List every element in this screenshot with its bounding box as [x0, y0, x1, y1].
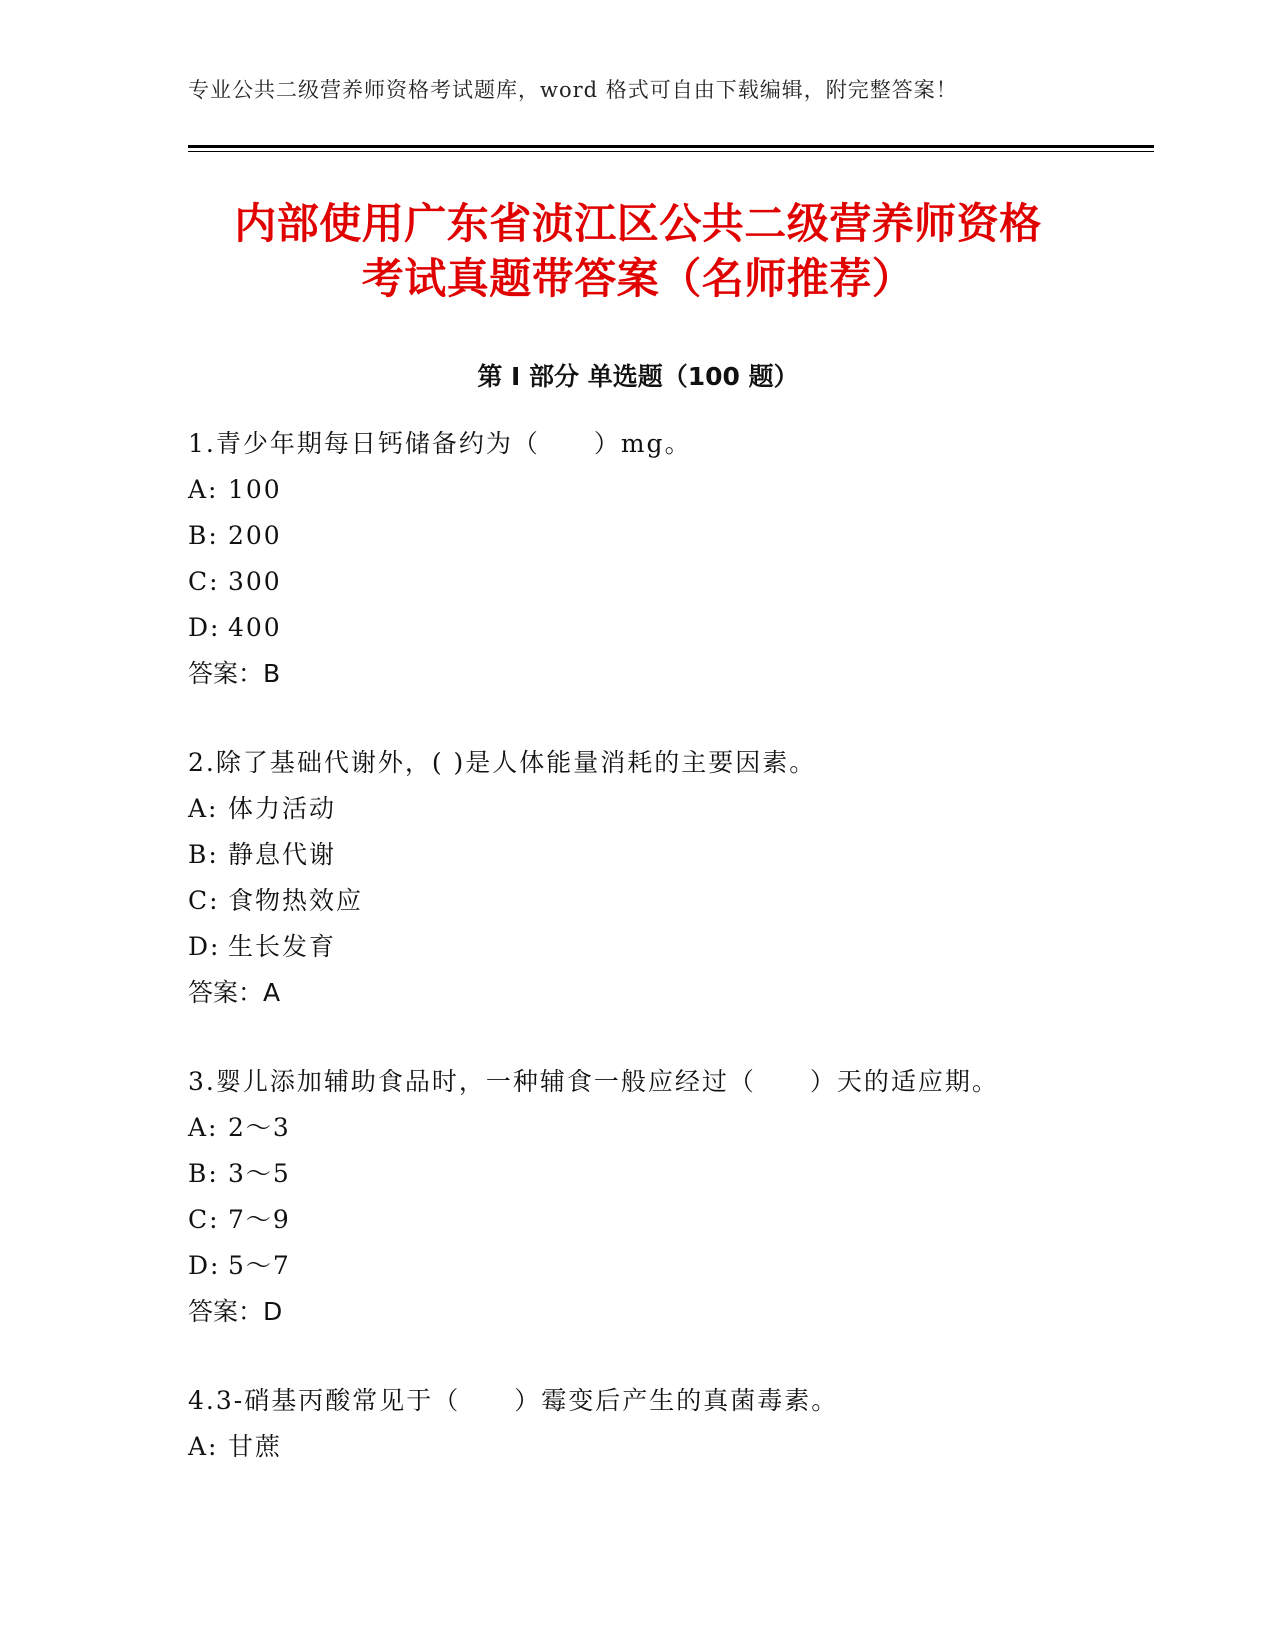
question-1	[188, 421, 1138, 697]
option-label: A:	[188, 1113, 219, 1142]
answer: 答案：A	[188, 978, 281, 1007]
option-label: A:	[188, 1432, 219, 1461]
option-label: C:	[188, 886, 220, 915]
option-label: D:	[188, 1251, 221, 1280]
document-title	[188, 196, 1088, 306]
option-label: B:	[188, 840, 219, 869]
answer: 答案：B	[188, 659, 281, 688]
option-label: D:	[188, 613, 221, 642]
option-text: 静息代谢	[228, 840, 337, 869]
question-stem: 3.婴儿添加辅助食品时，一种辅食一般应经过（ ）天的适应期。	[188, 1067, 999, 1096]
option-text: 200	[228, 521, 282, 550]
option-text: 7～9	[228, 1205, 291, 1234]
answer: 答案：D	[188, 1297, 283, 1326]
option-b	[188, 1151, 1138, 1197]
option-label: A:	[188, 794, 219, 823]
header-note: 专业公共二级营养师资格考试题库，word 格式可自由下载编辑，附完整答案！	[188, 78, 958, 102]
option-label: C:	[188, 1205, 220, 1234]
header-rule-thick	[188, 145, 1154, 148]
option-label: B:	[188, 521, 219, 550]
option-text: 生长发育	[228, 932, 337, 961]
option-text: 甘蔗	[228, 1432, 283, 1461]
document-title-line-2: 考试真题带答案（名师推荐）	[361, 254, 915, 303]
option-text: 体力活动	[228, 794, 337, 823]
option-label: D:	[188, 932, 221, 961]
option-a	[188, 467, 1138, 513]
option-text: 食物热效应	[228, 886, 364, 915]
option-label: C:	[188, 567, 220, 596]
option-a	[188, 1105, 1138, 1151]
option-label: B:	[188, 1159, 219, 1188]
option-a	[188, 786, 1138, 832]
option-c	[188, 878, 1138, 924]
question-stem: 1.青少年期每日钙储备约为（ ）mg。	[188, 429, 692, 458]
option-d	[188, 605, 1138, 651]
option-text: 400	[228, 613, 282, 642]
header-rule-thin	[188, 151, 1154, 152]
option-b	[188, 832, 1138, 878]
option-text: 5～7	[228, 1251, 291, 1280]
option-text: 3～5	[228, 1159, 291, 1188]
section-heading: 第 I 部分 单选题（100 题）	[477, 362, 799, 391]
option-c	[188, 1197, 1138, 1243]
document-title-line-1: 内部使用广东省浈江区公共二级营养师资格	[234, 199, 1042, 248]
option-text: 2～3	[228, 1113, 291, 1142]
option-a	[188, 1424, 1138, 1470]
question-2	[188, 740, 1138, 1016]
option-d	[188, 1243, 1138, 1289]
option-b	[188, 513, 1138, 559]
question-stem: 4.3-硝基丙酸常见于（ ）霉变后产生的真菌毒素。	[188, 1386, 839, 1415]
option-text: 100	[228, 475, 282, 504]
question-4	[188, 1378, 1138, 1470]
question-stem: 2.除了基础代谢外，( )是人体能量消耗的主要因素。	[188, 748, 817, 777]
option-c	[188, 559, 1138, 605]
option-text: 300	[228, 567, 282, 596]
question-3	[188, 1059, 1138, 1335]
option-label: A:	[188, 475, 219, 504]
option-d	[188, 924, 1138, 970]
